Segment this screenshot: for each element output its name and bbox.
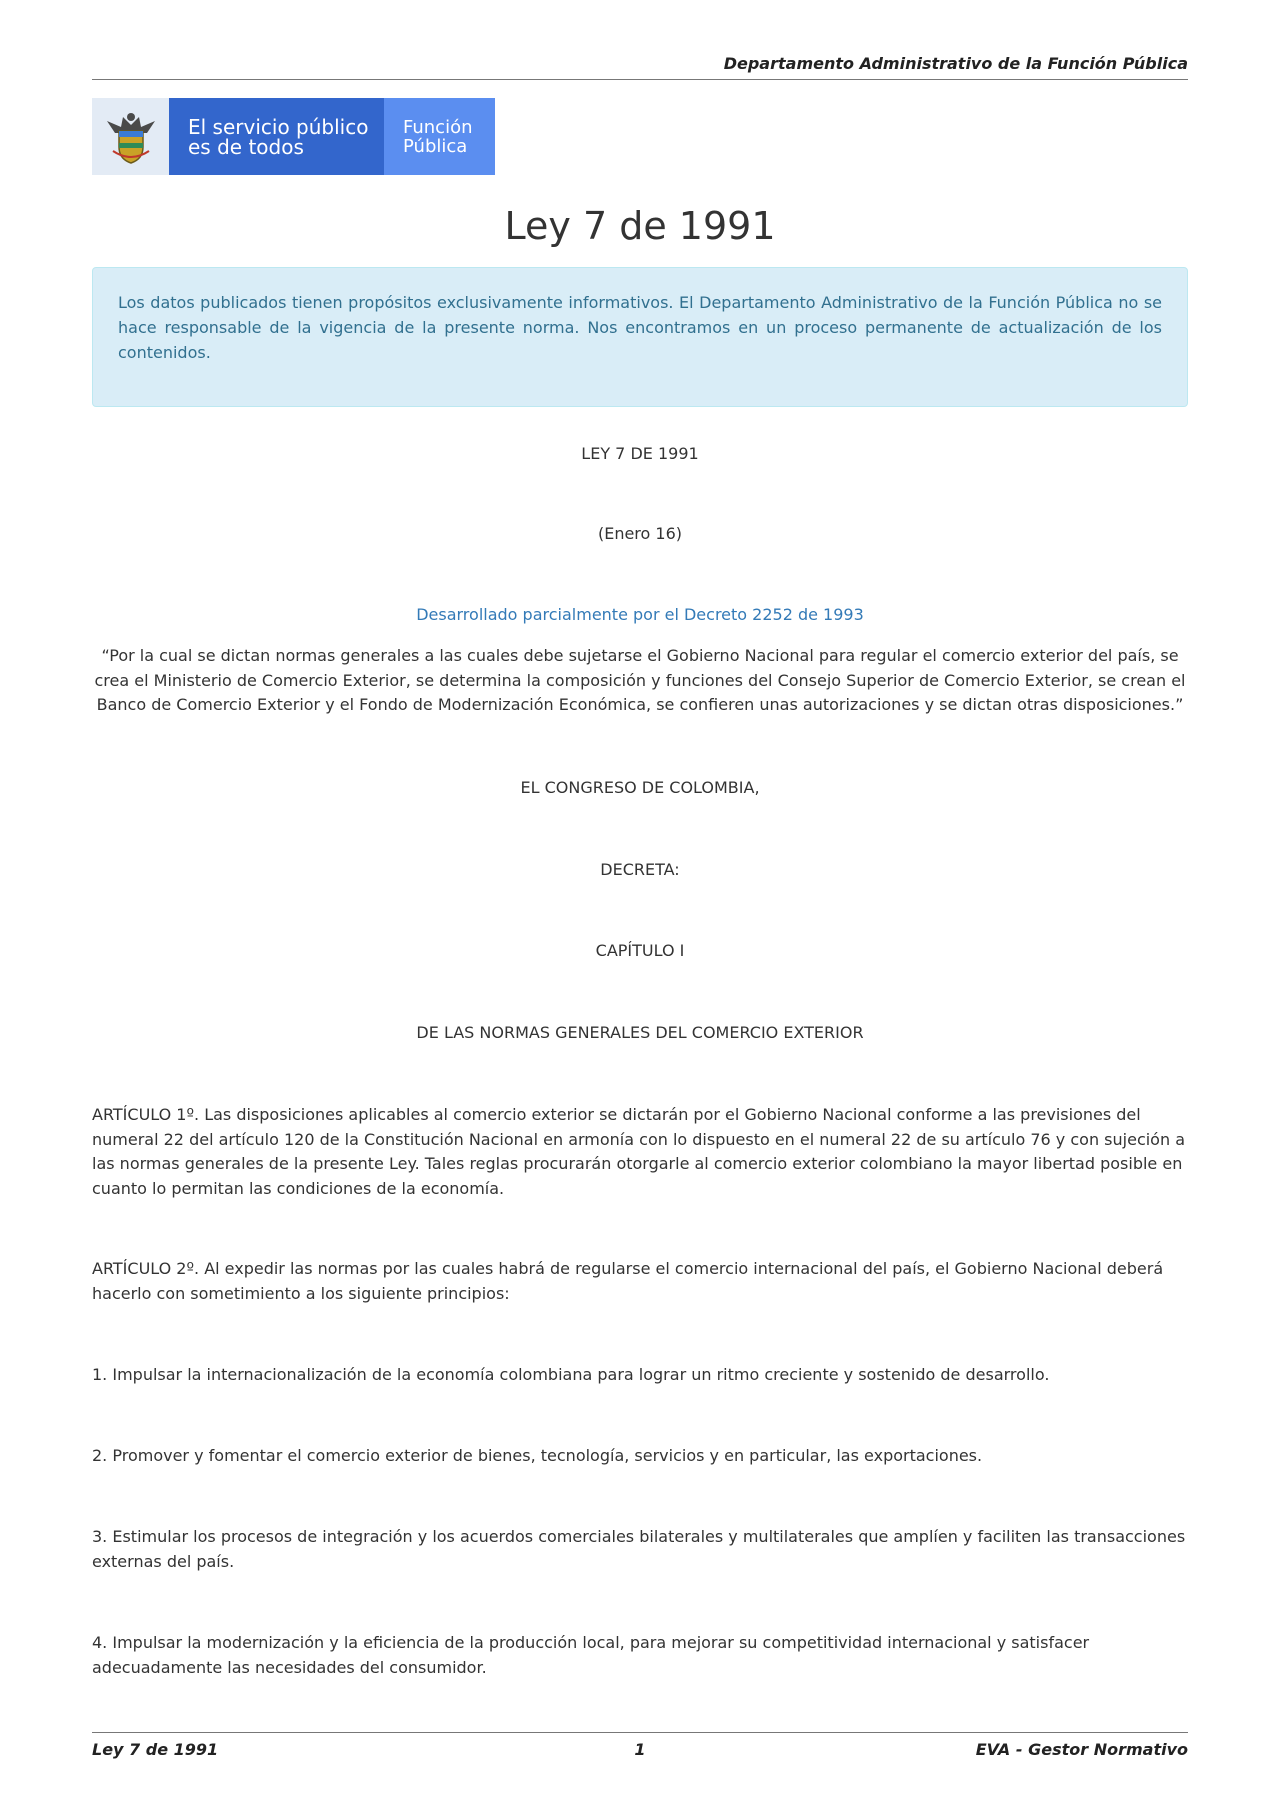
article-2: ARTÍCULO 2º. Al expedir las normas por las cuales habrá de regularse el comercio internacional del país, el Gobierno Nacional deberá hacerlo con sometimiento a los siguiente principios:	[92, 1259, 1164, 1303]
page-title: Ley 7 de 1991	[504, 204, 776, 248]
logo-side-line2: Pública	[403, 135, 468, 157]
article-2-item-2: 2. Promover y fomentar el comercio exterior de bienes, tecnología, servicios y en particular, las exportaciones.	[92, 1446, 983, 1465]
logo-slogan	[169, 98, 384, 175]
article-2-item-1: 1. Impulsar la internacionalización de la economía colombiana para lograr un ritmo creciente y sostenido de desarrollo.	[92, 1365, 1050, 1384]
logo-slogan-line2: es de todos	[188, 134, 304, 159]
footer-law-title: Ley 7 de 1991	[92, 1740, 219, 1759]
header-divider	[92, 79, 1188, 80]
logo-slogan-line1: El servicio público	[188, 114, 369, 139]
article-1: ARTÍCULO 1º. Las disposiciones aplicables al comercio exterior se dictarán por el Gobierno Nacional conforme a las previsiones del numeral 22 del artículo 120 de la Constitución Nacional en armonía con lo dispuesto en el numeral 22 de su artículo 76 y con sujeción a las normas generales de la presente Ley. Tales reglas procurarán otorgarle al comercio exterior colombiano la mayor libertad posible en cuanto lo permitan las condiciones de la economía.	[92, 1105, 1185, 1198]
chapter-heading: CAPÍTULO I	[595, 941, 685, 960]
article-2-item-3: 3. Estimular los procesos de integración y los acuerdos comerciales bilaterales y multilaterales que amplíen y faciliten las transacciones externas del país.	[92, 1527, 1186, 1571]
disclaimer-notice: Los datos publicados tienen propósitos exclusivamente informativos. El Departamento Administrativo de la Función Pública no se hace responsable de la vigencia de la presente norma. Nos encontramos en un proceso permanente de actualización de los contenidos.	[92, 267, 1188, 407]
logo-funcion-publica	[384, 98, 495, 175]
developed-by-link[interactable]: Desarrollado parcialmente por el Decreto 2252 de 1993	[416, 605, 864, 624]
logo	[92, 98, 495, 175]
footer-source: EVA - Gestor Normativo	[975, 1740, 1188, 1759]
chapter-title: DE LAS NORMAS GENERALES DEL COMERCIO EXTERIOR	[416, 1023, 864, 1042]
footer-page-number: 1	[634, 1740, 646, 1759]
law-date: (Enero 16)	[597, 524, 683, 543]
law-heading: LEY 7 DE 1991	[581, 444, 699, 463]
header-organization: Departamento Administrativo de la Función Pública	[723, 54, 1188, 73]
article-2-item-4: 4. Impulsar la modernización y la eficiencia de la producción local, para mejorar su competitividad internacional y satisfacer adecuadamente las necesidades del consumidor.	[92, 1633, 1090, 1677]
footer-divider	[92, 1732, 1188, 1733]
logo-side-line1: Función	[403, 116, 473, 138]
law-summary: “Por la cual se dictan normas generales a las cuales debe sujetarse el Gobierno Nacional para regular el comercio exterior del país, se crea el Ministerio de Comercio Exterior, se determina la composición y funciones del Consejo Superior de Comercio Exterior, se crean el Banco de Comercio Exterior y el Fondo de Modernización Económica, se confieren unas autorizaciones y se dictan otras disposiciones.”	[94, 646, 1186, 714]
congress-heading: EL CONGRESO DE COLOMBIA,	[520, 778, 760, 797]
document-page	[92, 0, 1188, 1811]
decreta-heading: DECRETA:	[600, 860, 680, 879]
coat-of-arms-icon	[92, 98, 169, 175]
